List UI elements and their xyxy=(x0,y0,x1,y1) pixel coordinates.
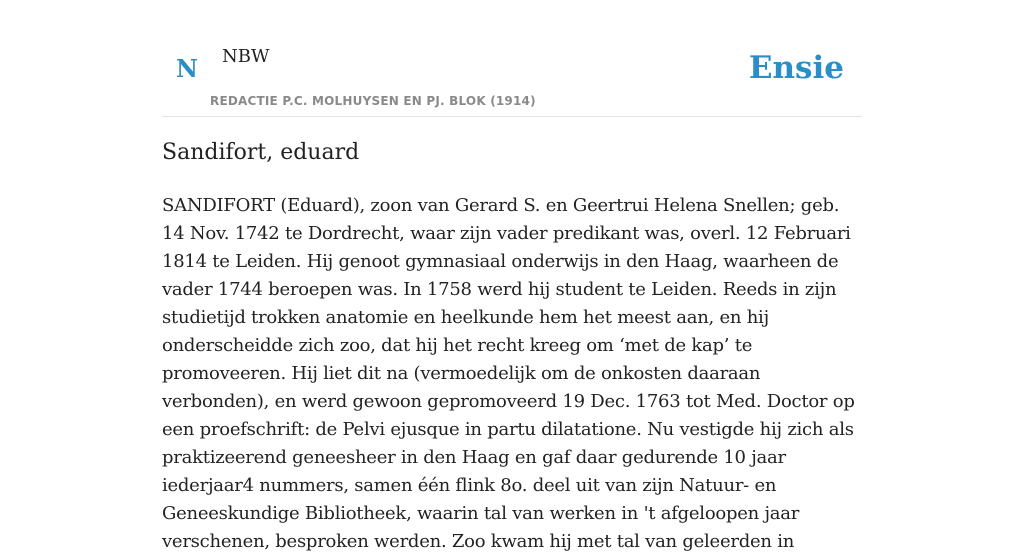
source-name[interactable]: NBW xyxy=(222,46,270,67)
source-subtitle: REDACTIE P.C. MOLHUYSEN EN PJ. BLOK (1914) xyxy=(210,94,536,108)
source-logo[interactable]: N xyxy=(176,54,198,83)
brand-logo[interactable]: Ensie xyxy=(748,50,844,86)
article-body: SANDIFORT (Eduard), zoon van Gerard S. en Geertrui Helena Snellen; geb. 14 Nov. 1742 te Dordrecht, waar zijn vader predikant was, overl. 12 Februari 1814 te Leiden. Hij genoot gymnasiaal onderwijs in den Haag, waarheen de vader 1744 beroepen was. In 1758 werd hij student te Leiden. Reeds in zijn studietijd trokken anatomie en heelkunde hem het meest aan, en hij onderscheidde zich zoo, dat hij het recht kreeg om ‘met de kap’ te promoveeren. Hij liet dit na (vermoedelijk om de onkosten daaraan verbonden), en werd gewoon gepromoveerd 19 Dec. 1763 tot Med. Doctor op een proefschrift: de Pelvi ejusque in partu dilatatione. Nu vestigde hij zich als praktizeerend geneesheer in den Haag en gaf daar gedurende 10 jaar iederjaar4 nummers, samen één flink 8o. deel uit van zijn Natuur- en Geneeskundige Bibliotheek, waarin tal van werken in 't afgeloopen jaar verschenen, besproken werden. Zoo kwam hij met tal van geleerden in xyxy=(162,195,855,552)
page-title: Sandifort, eduard xyxy=(162,140,360,165)
site-header xyxy=(162,0,862,117)
